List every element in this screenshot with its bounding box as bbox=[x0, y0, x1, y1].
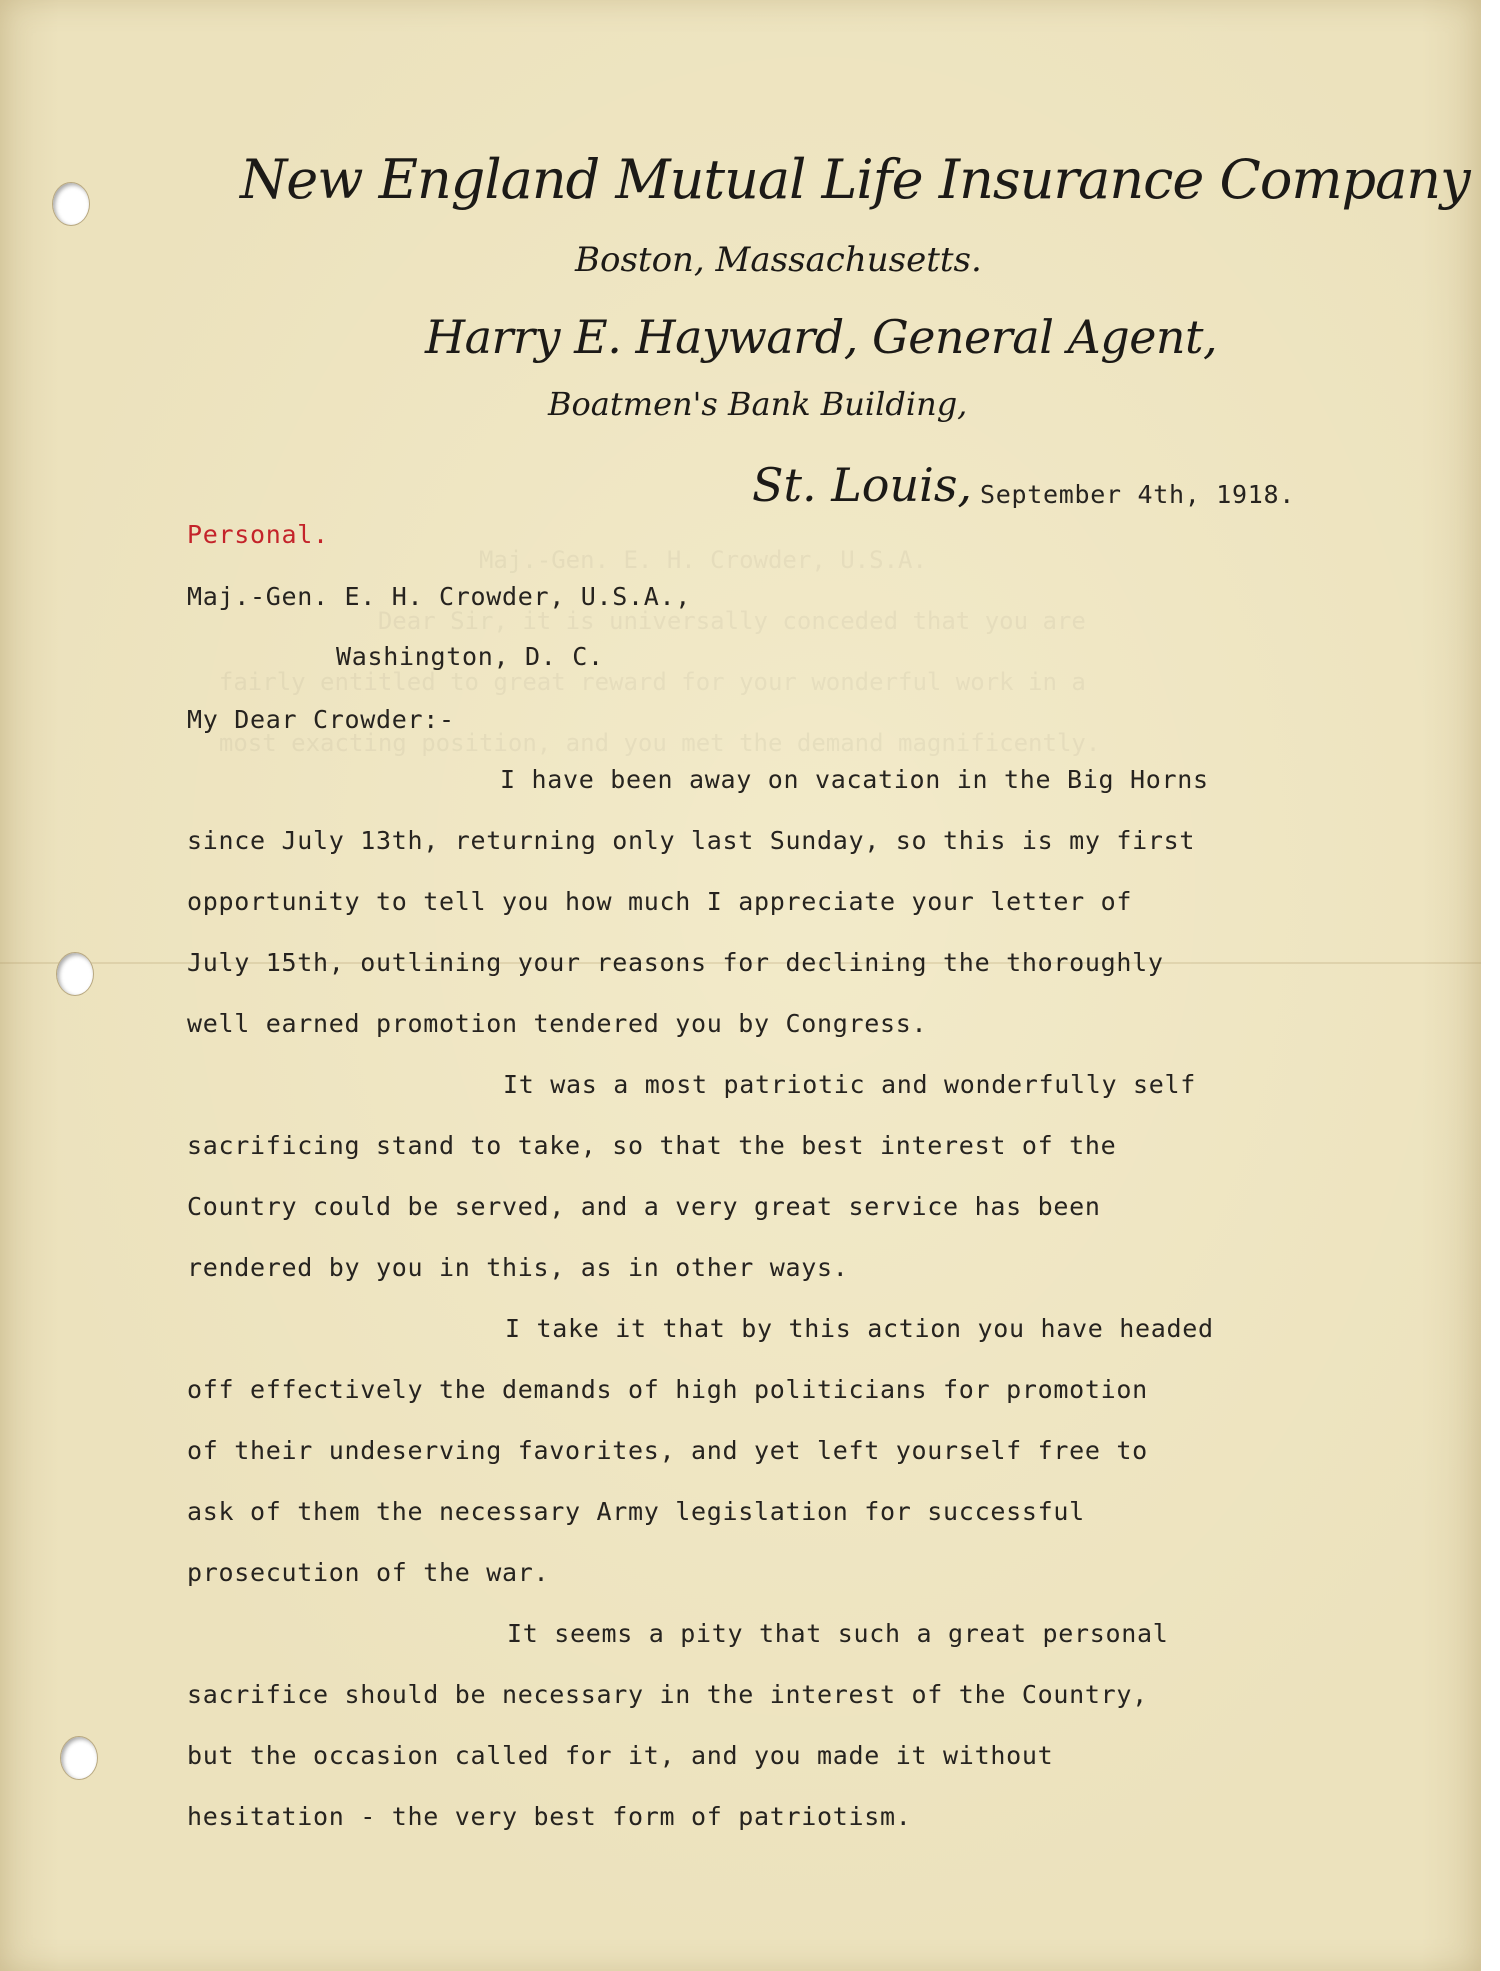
body-line: opportunity to tell you how much I appreciate your letter of bbox=[187, 887, 1133, 916]
letterhead-place: St. Louis, bbox=[752, 458, 973, 512]
body-line: but the occasion called for it, and you made it without bbox=[187, 1741, 1054, 1770]
body-line: ask of them the necessary Army legislation for successful bbox=[187, 1497, 1085, 1526]
salutation: My Dear Crowder:- bbox=[187, 705, 455, 734]
body-line: off effectively the demands of high politicians for promotion bbox=[187, 1375, 1148, 1404]
body-line: It seems a pity that such a great personal bbox=[507, 1619, 1169, 1648]
body-line: I take it that by this action you have headed bbox=[505, 1314, 1214, 1343]
body-line: rendered by you in this, as in other ways. bbox=[187, 1253, 849, 1282]
body-line: I have been away on vacation in the Big Horns bbox=[500, 765, 1209, 794]
letterhead-city: Boston, Massachusetts. bbox=[575, 240, 982, 280]
body-line: July 15th, outlining your reasons for declining the thoroughly bbox=[187, 948, 1164, 977]
letterhead-company: New England Mutual Life Insurance Company bbox=[240, 148, 1470, 211]
body-line: sacrifice should be necessary in the interest of the Country, bbox=[187, 1680, 1148, 1709]
letter-date: September 4th, 1918. bbox=[980, 480, 1296, 509]
body-line: well earned promotion tendered you by Congress. bbox=[187, 1009, 928, 1038]
punch-hole-top bbox=[52, 182, 90, 226]
body-line: of their undeserving favorites, and yet left yourself free to bbox=[187, 1436, 1148, 1465]
bleed-through-text: Maj.-Gen. E. H. Crowder, U.S.A. Dear Sir, it is universally conceded that you are fairly entitled to great reward for your wonderful work in a most exacting position, and you met the demand magnificently. bbox=[218, 546, 1101, 757]
letterhead-agent: Harry E. Hayward, General Agent, bbox=[425, 310, 1218, 364]
body-line: It was a most patriotic and wonderfully self bbox=[503, 1070, 1197, 1099]
punch-hole-middle bbox=[56, 952, 94, 996]
body-line: prosecution of the war. bbox=[187, 1558, 550, 1587]
body-line: hesitation - the very best form of patriotism. bbox=[187, 1802, 912, 1831]
addressee-name: Maj.-Gen. E. H. Crowder, U.S.A., bbox=[187, 582, 692, 611]
body-line: sacrificing stand to take, so that the best interest of the bbox=[187, 1131, 1117, 1160]
personal-marking: Personal. bbox=[187, 520, 329, 549]
body-line: since July 13th, returning only last Sunday, so this is my first bbox=[187, 826, 1196, 855]
letterhead-building: Boatmen's Bank Building, bbox=[548, 385, 968, 423]
body-line: Country could be served, and a very great service has been bbox=[187, 1192, 1101, 1221]
punch-hole-bottom bbox=[60, 1736, 98, 1780]
addressee-city: Washington, D. C. bbox=[336, 642, 604, 671]
